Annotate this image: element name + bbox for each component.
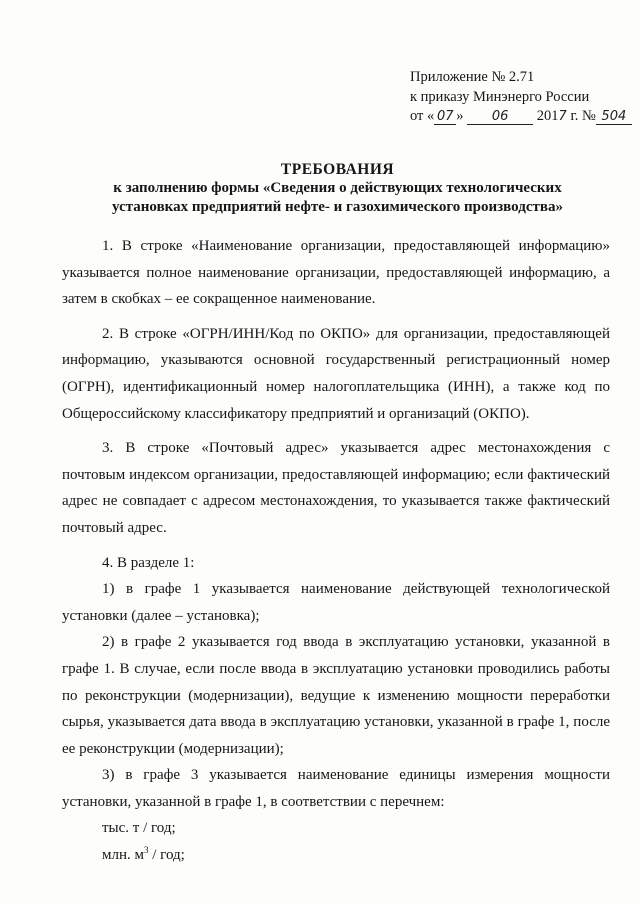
paragraph-3: 3. В строке «Почтовый адрес» указывается адрес местонахождения с почтовым индексом организации, предоставляющей информацию; если фактический адрес не совпадает с адресом местонахождения, то указывается также фактический почтовый адрес.	[62, 440, 610, 536]
paragraph-7: 3) в графе 3 указывается наименование единицы измерения мощности установки, указанной в графе 1, в соответствии с перечнем:	[62, 767, 610, 810]
unit-item-2	[62, 842, 610, 869]
paragraph-5: 1) в графе 1 указывается наименование действующей технологической установки (далее – установка);	[62, 581, 610, 624]
appendix-date-line	[410, 107, 627, 127]
order-number: 504	[596, 109, 632, 125]
paragraph-4: 4. В разделе 1:	[102, 554, 195, 571]
unit-item-2-sup: 3	[144, 845, 149, 856]
date-year-prefix: 201	[536, 108, 559, 124]
appendix-order-ref: к приказу Минэнерго России	[410, 88, 590, 105]
date-prefix: от «	[410, 108, 435, 124]
date-month: 06	[467, 109, 533, 125]
appendix-title: Приложение № 2.71	[410, 69, 535, 85]
paragraph-6: 2) в графе 2 указывается год ввода в эксплуатацию установки, указанной в графе 1. В случае, если после ввода в эксплуатацию установки проводились работы по реконструкции (модернизации), ведущие к изменению мощности переработки сырья, указывается дата ввода в эксплуатацию установки, указанной в графе 1, после ее реконструкции (модернизации);	[62, 634, 610, 757]
date-quote-close: »	[456, 108, 464, 124]
document-body	[62, 233, 610, 869]
unit-item-2-before: млн. м	[102, 847, 144, 864]
title-subtitle-line2: установках предприятий нефте- и газохимического производства»	[112, 199, 563, 215]
date-year-suffix: г. №	[566, 108, 596, 124]
unit-item-1: тыс. т / год;	[102, 820, 176, 837]
title-main: ТРЕБОВАНИЯ	[280, 161, 395, 178]
document-title	[80, 160, 595, 217]
paragraph-1: 1. В строке «Наименование организации, предоставляющей информацию» указывается полное наименование организации, предоставляющей информацию, а затем в скобках – ее сокращенное наименование.	[62, 238, 610, 308]
appendix-block	[410, 68, 627, 127]
title-subtitle-line1: к заполнению формы «Сведения о действующих технологических	[113, 180, 562, 196]
date-year-digit: 7	[558, 109, 567, 124]
paragraph-2: 2. В строке «ОГРН/ИНН/Код по ОКПО» для организации, предоставляющей информацию, указываются основной государственный регистрационный номер (ОГРН), идентификационный номер налогоплательщика (ИНН), а также код по Общероссийскому классификатору предприятий и организаций (ОКПО).	[62, 325, 610, 422]
unit-item-2-after: / год;	[148, 847, 185, 864]
date-day: 07	[434, 109, 456, 125]
